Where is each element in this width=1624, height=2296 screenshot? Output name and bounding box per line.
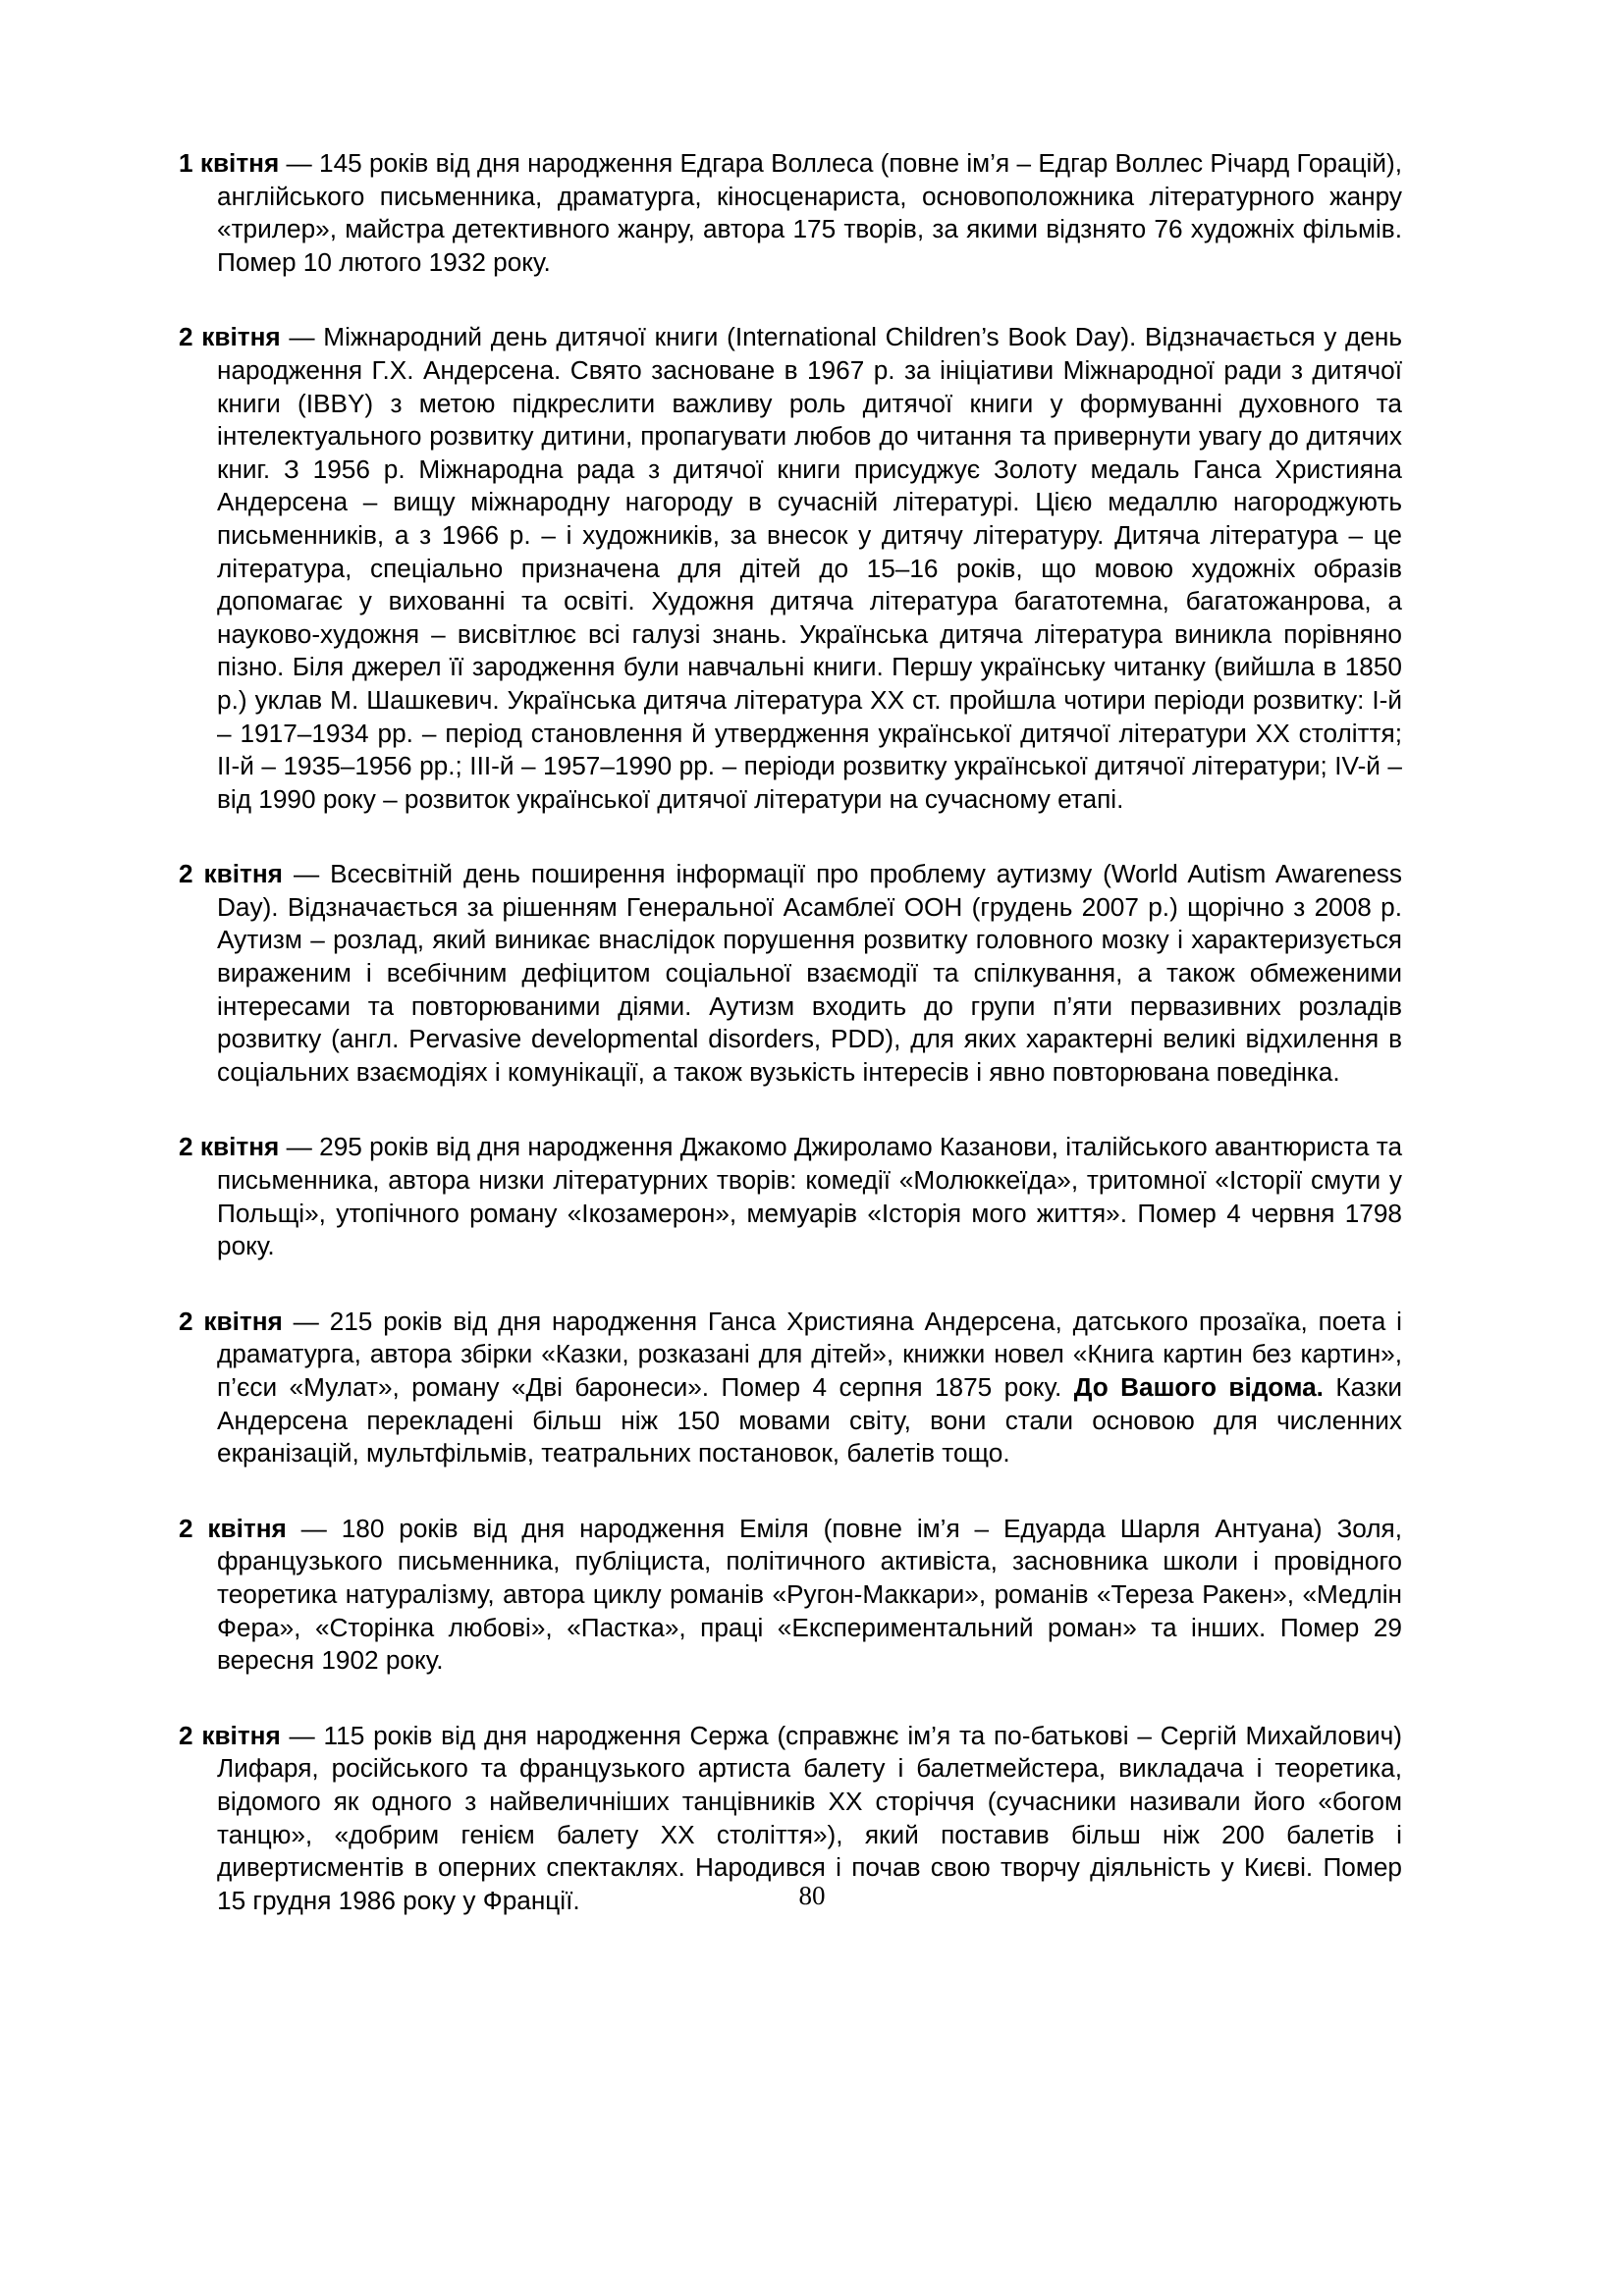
entry-text: — 215 років від дня народження Ганса Християна Андерсена, датського прозаїка, поета і драматурга, автора збірки «Казки, розказані для дітей», книжки новел «Книга картин без картин», п’єси «Мулат», роману «Дві баронеси». Помер 4 серпня 1875 року. <box>217 1306 1402 1402</box>
note-text: Казки Андерсена перекладені більш ніж 150 мовами світу, вони стали основою для численних екранізацій, мультфільмів, театральних постановок, балетів тощо. <box>217 1372 1402 1468</box>
entry-date: 2 квітня <box>179 859 283 889</box>
entry-autism-day <box>179 858 1402 1089</box>
document-page <box>179 147 1402 1917</box>
note-label: До Вашого відома. <box>1073 1372 1324 1402</box>
entry-date: 1 квітня <box>179 148 280 178</box>
entry-text: — 145 років від дня народження Едгара Воллеса (повне ім’я – Едгар Воллес Річард Горацій), англійського письменника, драматурга, кіносценариста, основоположника літературного жанру «трилер», майстра детективного жанру, автора 175 творів, за якими відзнято 76 художніх фільмів. Помер 10 лютого 1932 року. <box>217 148 1403 277</box>
entry-childrens-book-day <box>179 321 1402 816</box>
entry-date: 2 квітня <box>179 1132 280 1162</box>
entry-zola <box>179 1513 1402 1678</box>
entry-text: — 295 років від дня народження Джакомо Джироламо Казанови, італійського авантюриста та письменника, автора низки літературних творів: комедії «Молюккеїда», тритомної «Історії смути у Польщі», утопічного роману «Ікозамерон», мемуарів «Історія мого життя». Помер 4 червня 1798 року. <box>217 1132 1403 1261</box>
entry-text: — 180 років від дня народження Еміля (повне ім’я – Едуарда Шарля Антуана) Золя, французького письменника, публіциста, політичного активіста, засновника школи і провідного теоретика натуралізму, автора циклу романів «Ругон-Маккари», романів «Тереза Ракен», «Медлін Фера», «Сторінка любові», «Пастка», праці «Експериментальний роман» та інших. Помер 29 вересня 1902 року. <box>217 1513 1402 1676</box>
entry-wallace <box>179 147 1402 279</box>
page-number: 80 <box>798 1881 826 1910</box>
entry-date: 2 квітня <box>179 1306 283 1336</box>
entry-date: 2 квітня <box>179 1720 281 1750</box>
entry-text: — Міжнародний день дитячої книги (International Children’s Book Day). Відзначається у день народження Г.Х. Андерсена. Свято засноване в 1967 р. за ініціативи Міжнародної ради з дитячої книги (IBBY) з метою підкреслити важливу роль дитячої книги у формуванні духовного та інтелектуального розвитку дитини, пропагувати любов до читання та привернути увагу до дитячих книг. З 1956 р. Міжнародна рада з дитячої книги присуджує Золоту медаль Ганса Християна Андерсена – вищу міжнародну нагороду в сучасній літературі. Цією медаллю нагороджують письменників, а з 1966 р. – і художників, за внесок у дитячу літературу. Дитяча література – це література, спеціально призначена для дітей до 15–16 років, що мовою художніх образів допомагає у вихованні та освіті. Художня дитяча література багатотемна, багатожанрова, а науково-художня – висвітлює всі галузі знань. Українська дитяча література виникла порівняно пізно. Біля джерел її зародження були навчальні книги. Першу українську читанку (вийшла в 1850 р.) уклав М. Шашкевич. Українська дитяча література XX ст. пройшла чотири періоди розвитку: I-й – 1917–1934 рр. – період становлення й утвердження української дитячої літератури XX століття; II-й – 1935–1956 рр.; III-й – 1957–1990 рр. – періоди розвитку української дитячої літератури; IV-й – від 1990 року – розвиток української дитячої літератури на сучасному етапі. <box>217 322 1402 814</box>
entry-casanova <box>179 1131 1402 1262</box>
entry-text: — Всесвітній день поширення інформації про проблему аутизму (World Autism Awareness Day). Відзначається за рішенням Генеральної Асамблеї ООН (грудень 2007 р.) щорічно з 2008 р. Аутизм – розлад, який виникає внаслідок порушення розвитку головного мозку і характеризується вираженим і всебічним дефіцитом соціальної взаємодії та спілкування, а також обмеженими інтересами та повторюваними діями. Аутизм входить до групи п’яти первазивних розладів розвитку (англ. Pervasive developmental disorders, PDD), для яких характерні великі відхилення в соціальних взаємодіях і комунікації, а також вузькість інтересів і явно повторювана поведінка. <box>217 859 1402 1087</box>
entry-text: — 115 років від дня народження Сержа (справжнє ім’я та по-батькові – Сергій Михайлович) Лифаря, російського та французького артиста балету і балетмейстера, викладача і теоретика, відомого як одного з найвеличніших танцівників XX сторіччя (сучасники називали його «богом танцю», «добрим генієм балету XX століття»), який поставив більш ніж 200 балетів і дивертисментів в оперних спектаклях. Народився і почав свою творчу діяльність у Києві. Помер 15 грудня 1986 року у Франції. <box>217 1720 1402 1915</box>
entry-andersen <box>179 1306 1402 1470</box>
entry-date: 2 квітня <box>179 322 281 352</box>
entry-date: 2 квітня <box>179 1513 287 1543</box>
